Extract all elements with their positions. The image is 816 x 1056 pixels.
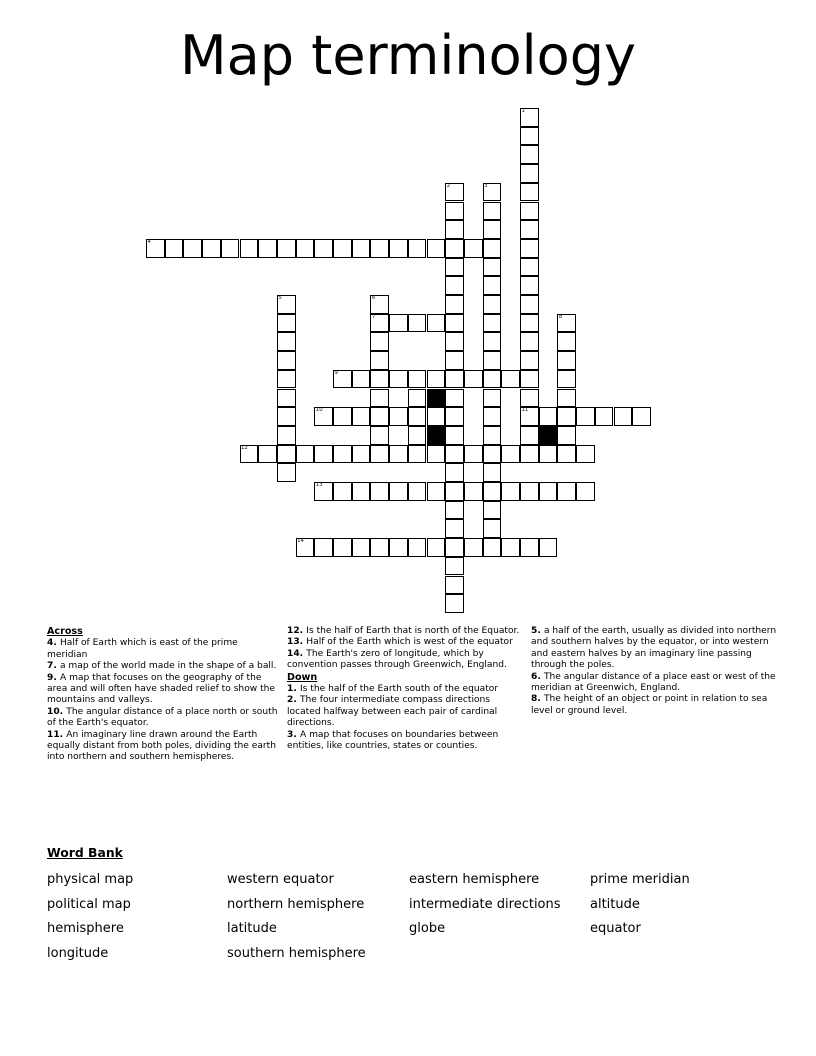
- grid-cell[interactable]: [445, 538, 464, 557]
- clue-number: 13.: [287, 637, 307, 648]
- grid-cell[interactable]: [296, 538, 315, 557]
- grid-cell[interactable]: [183, 239, 202, 258]
- grid-cell[interactable]: [333, 239, 352, 258]
- grid-cell[interactable]: [557, 370, 576, 389]
- grid-cell[interactable]: [427, 445, 446, 464]
- clue-across-11: [47, 730, 279, 764]
- word-bank-item: equator: [590, 921, 641, 936]
- grid-cell[interactable]: [370, 407, 389, 426]
- clue-down-6: [531, 672, 777, 695]
- grid-cell[interactable]: [314, 482, 333, 501]
- grid-cell[interactable]: [370, 239, 389, 258]
- grid-cell[interactable]: [408, 314, 427, 333]
- grid-cell[interactable]: [520, 445, 539, 464]
- grid-cell[interactable]: [520, 276, 539, 295]
- grid-cell[interactable]: [557, 445, 576, 464]
- grid-cell[interactable]: [314, 407, 333, 426]
- clue-number: 14.: [287, 648, 307, 659]
- word-bank-item: eastern hemisphere: [409, 872, 540, 887]
- grid-cell[interactable]: [165, 239, 184, 258]
- grid-cell[interactable]: [483, 332, 502, 351]
- grid-cell[interactable]: [520, 389, 539, 408]
- grid-cell[interactable]: [389, 407, 408, 426]
- grid-cell[interactable]: [408, 370, 427, 389]
- grid-cell[interactable]: [539, 445, 558, 464]
- grid-cell[interactable]: [408, 445, 427, 464]
- grid-cell[interactable]: [445, 332, 464, 351]
- grid-cell[interactable]: [370, 389, 389, 408]
- word-bank-item: hemisphere: [47, 921, 124, 936]
- grid-cell[interactable]: [520, 164, 539, 183]
- grid-cell[interactable]: [352, 239, 371, 258]
- clue-number: 9.: [47, 672, 60, 683]
- grid-cell[interactable]: [370, 314, 389, 333]
- grid-cell[interactable]: [483, 276, 502, 295]
- grid-cell-number: 5: [278, 295, 282, 301]
- grid-cell[interactable]: [557, 351, 576, 370]
- grid-cell[interactable]: [445, 482, 464, 501]
- grid-cell[interactable]: [277, 314, 296, 333]
- grid-cell[interactable]: [370, 295, 389, 314]
- grid-cell[interactable]: [520, 145, 539, 164]
- grid-cell[interactable]: [501, 370, 520, 389]
- grid-cell[interactable]: [408, 407, 427, 426]
- grid-cell[interactable]: [483, 220, 502, 239]
- grid-cell[interactable]: [557, 407, 576, 426]
- grid-cell[interactable]: [520, 426, 539, 445]
- grid-cell[interactable]: [333, 538, 352, 557]
- grid-cell[interactable]: [408, 389, 427, 408]
- grid-cell-number: 11: [521, 407, 529, 414]
- clue-text: An imaginary line drawn around the Earth equally distant from both poles, dividing the earth into northern and southern hemispheres.: [47, 729, 276, 763]
- grid-cell-blocked: [427, 426, 446, 445]
- grid-cell[interactable]: [389, 239, 408, 258]
- clues-column-3: [531, 626, 777, 717]
- grid-cell[interactable]: [445, 183, 464, 202]
- grid-cell[interactable]: [240, 445, 259, 464]
- clue-across-12: [287, 626, 525, 637]
- grid-cell[interactable]: [445, 220, 464, 239]
- grid-cell[interactable]: [557, 389, 576, 408]
- word-bank-title: Word Bank: [47, 845, 123, 860]
- grid-cell-number: 1: [521, 108, 525, 114]
- grid-cell[interactable]: [333, 407, 352, 426]
- grid-cell[interactable]: [483, 501, 502, 520]
- grid-cell[interactable]: [445, 314, 464, 333]
- grid-cell[interactable]: [277, 239, 296, 258]
- grid-cell[interactable]: [370, 482, 389, 501]
- grid-cell[interactable]: [445, 295, 464, 314]
- grid-cell[interactable]: [408, 538, 427, 557]
- grid-cell[interactable]: [408, 426, 427, 445]
- grid-cell[interactable]: [483, 295, 502, 314]
- grid-cell[interactable]: [445, 370, 464, 389]
- grid-cell[interactable]: [445, 258, 464, 277]
- word-bank-item: intermediate directions: [409, 896, 561, 912]
- grid-cell[interactable]: [520, 370, 539, 389]
- grid-cell[interactable]: [557, 314, 576, 333]
- down-heading: Down: [287, 671, 318, 683]
- grid-cell-blocked: [427, 389, 446, 408]
- grid-cell[interactable]: [258, 445, 277, 464]
- grid-cell[interactable]: [352, 370, 371, 389]
- grid-cell[interactable]: [520, 314, 539, 333]
- grid-cell[interactable]: [352, 407, 371, 426]
- word-bank-column-1: [47, 868, 133, 966]
- grid-cell[interactable]: [483, 258, 502, 277]
- grid-cell[interactable]: [277, 426, 296, 445]
- clue-across-14: [287, 649, 525, 672]
- grid-cell[interactable]: [352, 482, 371, 501]
- grid-cell[interactable]: [277, 463, 296, 482]
- grid-cell[interactable]: [483, 183, 502, 202]
- grid-cell[interactable]: [557, 332, 576, 351]
- clue-number: 2.: [287, 695, 300, 706]
- word-bank-section: [47, 845, 777, 961]
- grid-cell-number: 12: [241, 444, 248, 451]
- grid-cell[interactable]: [277, 295, 296, 314]
- grid-cell[interactable]: [520, 258, 539, 277]
- grid-cell[interactable]: [576, 482, 595, 501]
- word-bank-column-2: [227, 868, 366, 966]
- grid-cell[interactable]: [520, 538, 539, 557]
- grid-cell[interactable]: [557, 426, 576, 445]
- grid-cell-number: 13: [315, 482, 323, 488]
- grid-cell[interactable]: [370, 445, 389, 464]
- grid-cell[interactable]: [576, 407, 595, 426]
- grid-cell-blocked: [539, 426, 558, 445]
- word-bank-column-3: [409, 868, 561, 942]
- clue-number: 1.: [287, 684, 300, 695]
- grid-cell[interactable]: [277, 445, 296, 464]
- clue-across-7: [47, 661, 279, 672]
- clue-number: 7.: [47, 661, 60, 672]
- clue-text: Half of the Earth which is west of the equator: [306, 637, 513, 648]
- grid-cell[interactable]: [221, 239, 240, 258]
- grid-cell[interactable]: [464, 239, 483, 258]
- grid-cell[interactable]: [314, 538, 333, 557]
- grid-cell[interactable]: [445, 389, 464, 408]
- grid-cell[interactable]: [483, 351, 502, 370]
- grid-cell-number: 2: [446, 182, 451, 189]
- word-bank-item: northern hemisphere: [227, 896, 365, 912]
- clue-number: 4.: [47, 638, 60, 649]
- clue-text: a half of the earth, usually as divided into northern and southern halves by the equator, or into western and eastern halves by an imaginary line passing through the poles.: [531, 626, 777, 671]
- grid-cell[interactable]: [520, 239, 539, 258]
- grid-cell[interactable]: [445, 576, 464, 595]
- grid-cell[interactable]: [389, 314, 408, 333]
- grid-cell[interactable]: [333, 370, 352, 389]
- clue-number: 3.: [287, 729, 300, 740]
- clue-text: Is the half of Earth that is north of the Equator.: [306, 626, 520, 636]
- clue-down-3: [287, 730, 525, 753]
- grid-cell[interactable]: [277, 332, 296, 351]
- grid-cell[interactable]: [427, 482, 446, 501]
- grid-cell[interactable]: [389, 445, 408, 464]
- grid-cell[interactable]: [557, 482, 576, 501]
- clue-text: A map that focuses on the geography of the area and will often have shaded relief to show the mountains and valleys.: [47, 672, 276, 706]
- clue-text: The Earth's zero of longitude, which by convention passes through Greenwich, England.: [287, 648, 507, 671]
- grid-cell[interactable]: [277, 370, 296, 389]
- word-bank-item: altitude: [590, 896, 640, 912]
- grid-cell[interactable]: [539, 407, 558, 426]
- grid-cell[interactable]: [595, 407, 614, 426]
- grid-cell[interactable]: [520, 127, 539, 146]
- grid-cell[interactable]: [520, 407, 539, 426]
- word-bank-column-4: [590, 868, 690, 942]
- grid-cell[interactable]: [520, 108, 539, 127]
- grid-cell[interactable]: [240, 239, 259, 258]
- clue-number: 10.: [47, 706, 67, 717]
- grid-cell[interactable]: [314, 239, 333, 258]
- grid-cell[interactable]: [501, 482, 520, 501]
- grid-cell[interactable]: [389, 370, 408, 389]
- clue-number: 11.: [47, 729, 67, 740]
- clues-column-2: [287, 626, 525, 752]
- grid-cell[interactable]: [520, 295, 539, 314]
- grid-cell[interactable]: [483, 445, 502, 464]
- grid-cell[interactable]: [370, 370, 389, 389]
- grid-cell[interactable]: [202, 239, 221, 258]
- grid-cell[interactable]: [277, 389, 296, 408]
- grid-cell-number: 8: [558, 313, 563, 320]
- grid-cell[interactable]: [445, 445, 464, 464]
- grid-cell[interactable]: [464, 482, 483, 501]
- grid-cell[interactable]: [576, 445, 595, 464]
- clue-text: The four intermediate compass directions located halfway between each pair of cardinal directions.: [287, 695, 498, 729]
- grid-cell[interactable]: [483, 426, 502, 445]
- grid-cell[interactable]: [370, 332, 389, 351]
- clue-text: A map that focuses on boundaries between entities, like countries, states or counties.: [287, 729, 499, 752]
- word-bank-item: western equator: [227, 872, 334, 887]
- clue-text: Half of Earth which is east of the prime meridian: [47, 638, 238, 660]
- grid-cell-number: 10: [315, 407, 323, 414]
- grid-cell[interactable]: [408, 482, 427, 501]
- grid-cell[interactable]: [408, 239, 427, 258]
- grid-cell[interactable]: [427, 407, 446, 426]
- grid-cell[interactable]: [427, 314, 446, 333]
- grid-cell[interactable]: [370, 351, 389, 370]
- clue-number: 12.: [287, 626, 307, 636]
- word-bank-item: political map: [47, 896, 131, 912]
- grid-cell[interactable]: [483, 482, 502, 501]
- grid-cell[interactable]: [146, 239, 165, 258]
- grid-cell[interactable]: [277, 407, 296, 426]
- clue-down-2: [287, 695, 525, 729]
- clue-across-4: [47, 638, 279, 661]
- grid-cell[interactable]: [464, 538, 483, 557]
- grid-cell[interactable]: [539, 538, 558, 557]
- grid-cell[interactable]: [614, 407, 633, 426]
- clue-text: The angular distance of a place north or south of the Earth's equator.: [47, 706, 278, 729]
- grid-cell[interactable]: [445, 407, 464, 426]
- grid-cell[interactable]: [483, 519, 502, 538]
- clue-across-13: [287, 637, 525, 648]
- clue-text: a map of the world made in the shape of a ball.: [59, 661, 277, 672]
- grid-cell[interactable]: [520, 202, 539, 221]
- word-bank-item: southern hemisphere: [227, 945, 366, 961]
- clue-number: 5.: [531, 626, 544, 636]
- word-bank-item: prime meridian: [590, 872, 690, 887]
- grid-cell[interactable]: [539, 482, 558, 501]
- grid-cell[interactable]: [445, 276, 464, 295]
- grid-cell[interactable]: [333, 445, 352, 464]
- across-heading: Across: [47, 626, 83, 637]
- grid-cell[interactable]: [370, 538, 389, 557]
- grid-cell-number: 9: [334, 369, 338, 376]
- grid-cell[interactable]: [445, 239, 464, 258]
- clue-text: Is the half of the Earth south of the equator: [299, 684, 499, 695]
- grid-cell-number: 14: [297, 538, 304, 545]
- grid-cell[interactable]: [520, 183, 539, 202]
- grid-cell[interactable]: [445, 463, 464, 482]
- word-bank-item: globe: [409, 921, 446, 936]
- grid-cell[interactable]: [427, 538, 446, 557]
- grid-cell[interactable]: [427, 370, 446, 389]
- clue-down-8: [531, 694, 777, 717]
- grid-cell-number: 3: [484, 182, 488, 189]
- grid-cell[interactable]: [445, 594, 464, 613]
- grid-cell[interactable]: [483, 389, 502, 408]
- grid-cell-number: 4: [147, 238, 151, 245]
- grid-cell[interactable]: [445, 519, 464, 538]
- grid-cell[interactable]: [389, 482, 408, 501]
- clue-down-5: [531, 626, 777, 672]
- clue-number: 8.: [531, 694, 544, 705]
- grid-cell[interactable]: [520, 482, 539, 501]
- grid-cell[interactable]: [445, 351, 464, 370]
- grid-cell[interactable]: [483, 538, 502, 557]
- grid-cell[interactable]: [333, 482, 352, 501]
- clues-column-1: [47, 626, 279, 764]
- grid-cell[interactable]: [483, 463, 502, 482]
- grid-cell[interactable]: [296, 445, 315, 464]
- grid-cell[interactable]: [501, 445, 520, 464]
- clue-text: The height of an object or point in relation to sea level or ground level.: [531, 694, 768, 716]
- clue-number: 6.: [531, 671, 544, 682]
- grid-cell[interactable]: [352, 445, 371, 464]
- grid-cell[interactable]: [483, 407, 502, 426]
- grid-cell[interactable]: [277, 351, 296, 370]
- grid-cell[interactable]: [314, 445, 333, 464]
- grid-cell[interactable]: [445, 501, 464, 520]
- grid-cell[interactable]: [501, 538, 520, 557]
- grid-cell[interactable]: [445, 557, 464, 576]
- clue-down-1: [287, 684, 525, 695]
- grid-cell[interactable]: [445, 426, 464, 445]
- grid-cell[interactable]: [520, 220, 539, 239]
- word-bank-item: physical map: [47, 872, 134, 887]
- word-bank-item: latitude: [227, 921, 277, 936]
- clue-across-10: [47, 707, 279, 730]
- grid-cell[interactable]: [352, 538, 371, 557]
- grid-cell[interactable]: [370, 426, 389, 445]
- grid-cell[interactable]: [520, 351, 539, 370]
- grid-cell[interactable]: [258, 239, 277, 258]
- grid-cell[interactable]: [389, 538, 408, 557]
- grid-cell[interactable]: [464, 445, 483, 464]
- grid-cell[interactable]: [483, 239, 502, 258]
- grid-cell[interactable]: [483, 202, 502, 221]
- grid-cell[interactable]: [464, 370, 483, 389]
- page-title: Map terminology: [180, 24, 636, 87]
- grid-cell[interactable]: [445, 202, 464, 221]
- grid-cell-number: 6: [371, 295, 376, 301]
- grid-cell-number: 7: [371, 313, 376, 320]
- grid-cell[interactable]: [632, 407, 651, 426]
- grid-cell[interactable]: [483, 314, 502, 333]
- clues-section: [47, 626, 777, 841]
- clue-across-9: [47, 673, 279, 707]
- clue-text: The angular distance of a place east or west of the meridian at Greenwich, England.: [531, 671, 776, 694]
- grid-cell[interactable]: [520, 332, 539, 351]
- grid-cell[interactable]: [296, 239, 315, 258]
- word-bank-item: longitude: [47, 945, 109, 961]
- grid-cell[interactable]: [427, 239, 446, 258]
- grid-cell[interactable]: [483, 370, 502, 389]
